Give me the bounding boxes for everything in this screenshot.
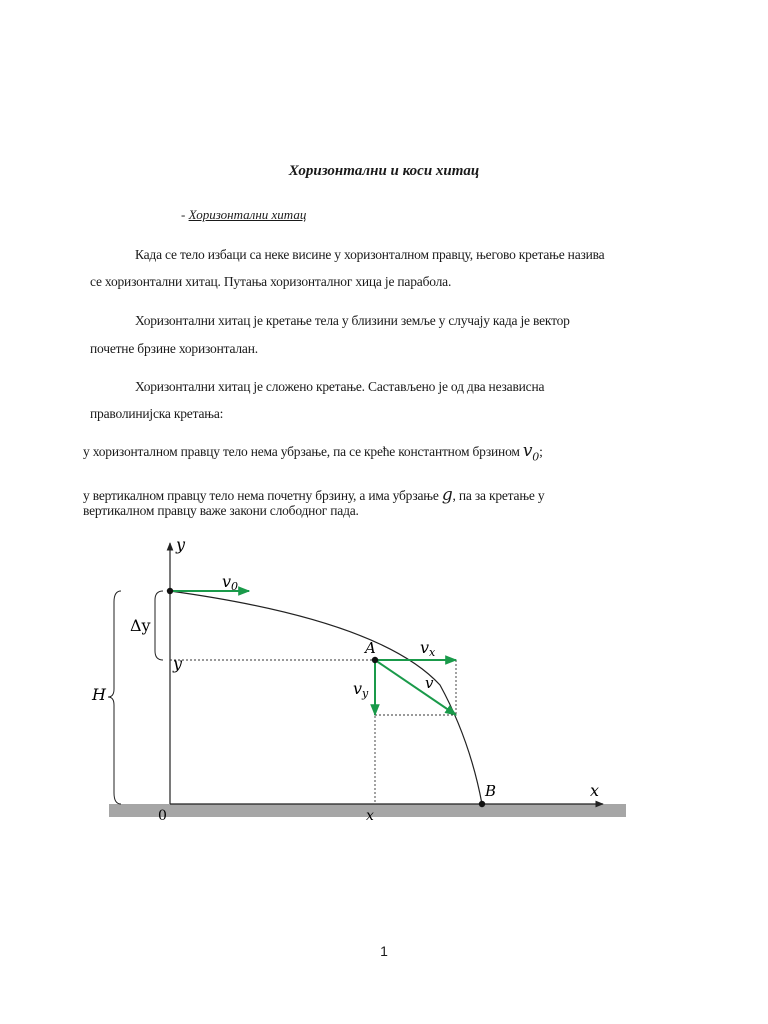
g-symbol: g [441, 485, 453, 505]
section-heading-text: Хоризонтални хитац [188, 207, 307, 222]
x-axis-label: x [590, 781, 600, 800]
origin-label: 0 [158, 808, 167, 824]
paragraph-1-line-1: Када се тело избаци са неке висине у хоризонталном правцу, његово кретање назива [135, 247, 605, 262]
launch-point [167, 588, 173, 594]
section-dash: - [181, 207, 189, 222]
point-b-label: B [485, 782, 497, 800]
page-number: 1 [380, 943, 388, 959]
v0-symbol: $v_0$ [522, 441, 540, 464]
y-axis-label: y [176, 535, 186, 554]
trajectory-parabola [170, 591, 482, 804]
vy-label: vy [353, 679, 369, 700]
height-brace [108, 591, 121, 804]
paragraph-3-line-1: Хоризонтални хитац је сложено кретање. Састављено је од два независна [135, 379, 545, 394]
point-a-label: A [365, 639, 376, 657]
point-a [372, 657, 378, 663]
point-b [479, 801, 485, 807]
page-title: Хоризонтални и коси хитац [288, 163, 480, 179]
x-position-label: x [366, 808, 374, 824]
list-item-vertical-line-2: вертикалном правцу важе закони слободног пада. [83, 503, 359, 518]
v0-label: v0 [222, 572, 239, 593]
paragraph-1-line-2: се хоризонтални хитац. Путања хоризонталног хица је парабола. [90, 274, 452, 289]
v-vector [375, 660, 456, 715]
paragraph-2-line-1: Хоризонтални хитац је кретање тела у близини земље у случају када је вектор [135, 313, 570, 328]
v-label: v [425, 674, 434, 692]
y-level-label: y [173, 654, 183, 673]
list-item-horizontal: у хоризонталном правцу тело нема убрзање, па се креће константном брзином $v_0$; [83, 441, 543, 464]
paragraph-3-line-2: праволинијска кретања: [90, 406, 224, 421]
delta-y-brace [155, 591, 163, 660]
list-item-vertical: у вертикалном правцу тело нема почетну брзину, а има убрзање g, па за кретање у [83, 485, 545, 505]
list-item-horizontal-text: у хоризонталном правцу тело нема убрзање, па се креће константном брзином [83, 444, 523, 459]
height-label: H [92, 685, 106, 704]
vx-label: vx [420, 638, 436, 659]
delta-y-label: Δy [130, 616, 151, 635]
paragraph-2-line-2: почетне брзине хоризонталан. [90, 341, 258, 356]
